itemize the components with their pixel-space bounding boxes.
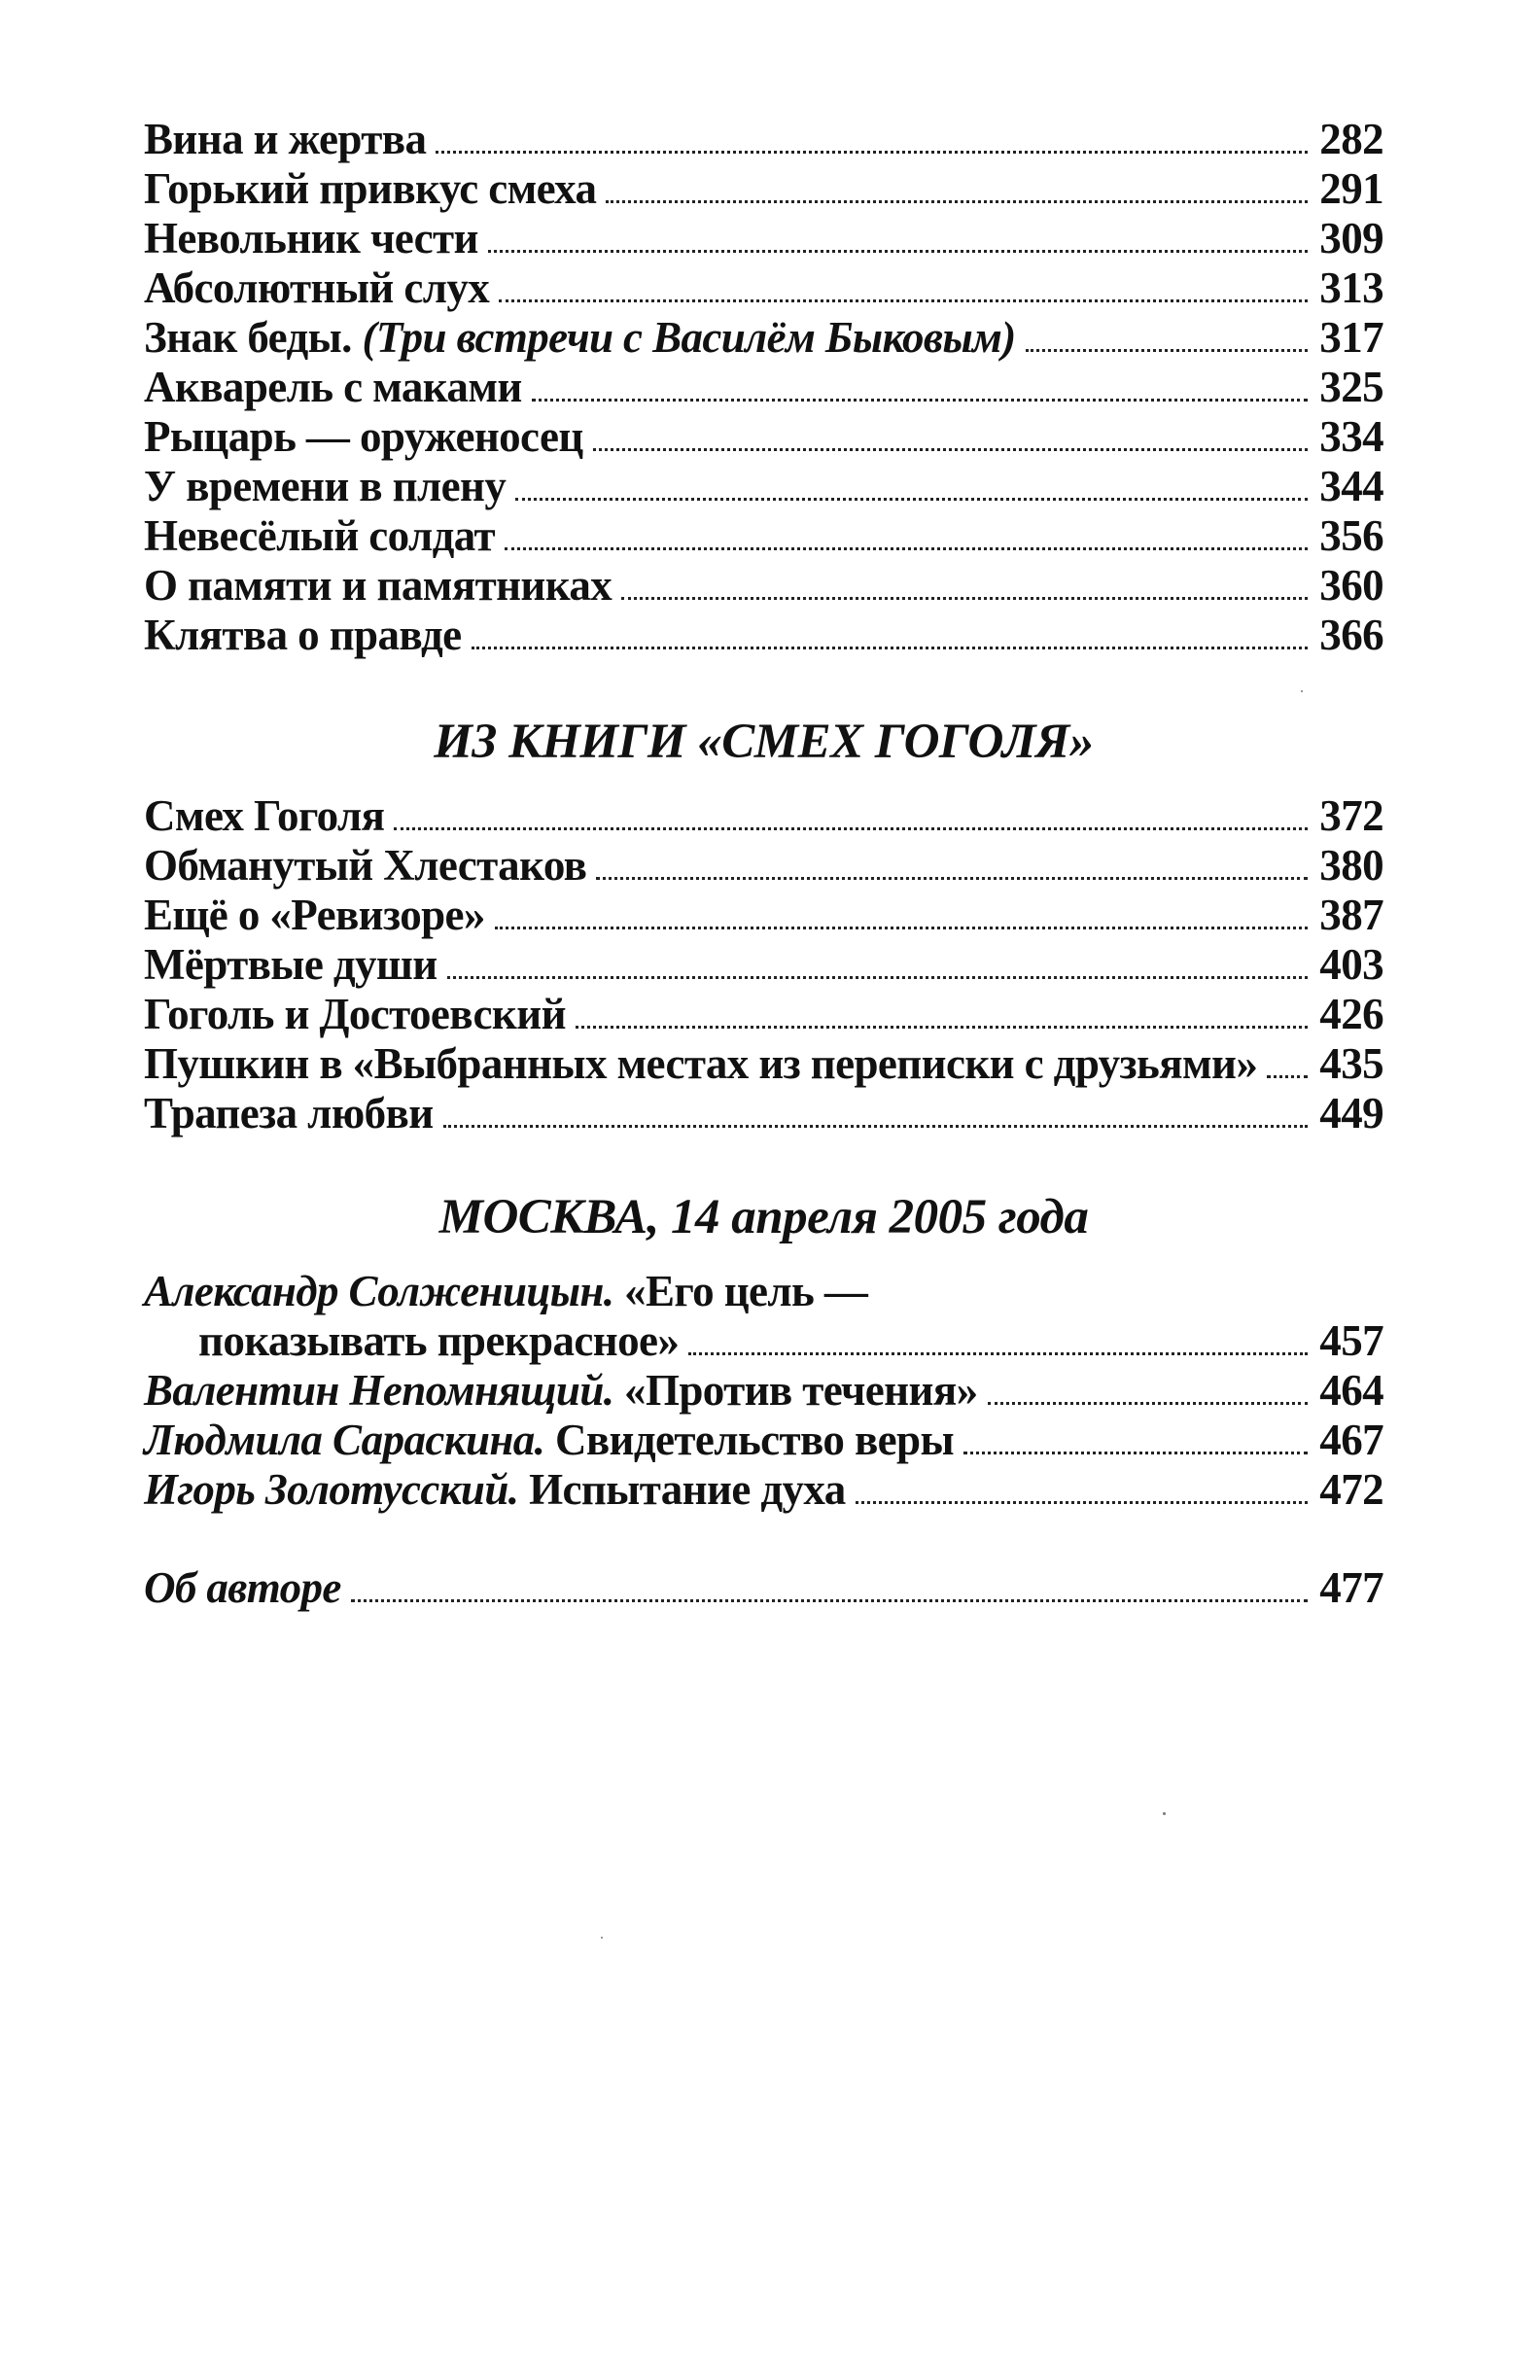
toc-entry xyxy=(144,263,1383,313)
toc-list-gogol xyxy=(144,791,1383,1138)
dot-leader xyxy=(1267,1075,1308,1078)
toc-entry-page: 472 xyxy=(1319,1465,1383,1514)
toc-entry-page: 387 xyxy=(1319,891,1383,939)
section-heading-gogol: ИЗ КНИГИ «СМЕХ ГОГОЛЯ» xyxy=(434,715,1094,769)
toc-entry-page: 403 xyxy=(1319,940,1383,989)
toc-entry xyxy=(144,940,1383,990)
dot-leader xyxy=(988,1402,1309,1405)
toc-entry-page: 360 xyxy=(1319,561,1383,610)
toc-entry xyxy=(144,1416,1383,1465)
dot-leader xyxy=(621,597,1308,600)
dot-leader xyxy=(576,1026,1308,1029)
toc-entry-page: 309 xyxy=(1319,214,1383,262)
toc-entry-page: 449 xyxy=(1319,1089,1383,1138)
toc-entry xyxy=(144,363,1383,412)
toc-entry-page: 457 xyxy=(1319,1316,1383,1365)
toc-entry xyxy=(144,1089,1383,1138)
about-author-label: Об авторе xyxy=(144,1563,341,1612)
dot-leader xyxy=(472,647,1308,649)
toc-entry-title: О памяти и памятниках xyxy=(144,561,612,610)
toc-entry xyxy=(144,462,1383,511)
toc-entry xyxy=(144,1465,1383,1515)
toc-entry xyxy=(144,313,1383,363)
toc-entry-first-line xyxy=(144,1267,1383,1316)
toc-entry-title: У времени в плену xyxy=(144,462,507,510)
dot-leader xyxy=(488,250,1308,253)
toc-entry-title: Горький привкус смеха xyxy=(144,164,597,213)
toc-entry-title: Гоголь и Достоевский xyxy=(144,990,566,1038)
scan-speck xyxy=(601,1937,603,1939)
spacer xyxy=(144,770,1383,791)
toc-entry-page: 325 xyxy=(1319,363,1383,411)
dot-leader xyxy=(351,1599,1308,1602)
toc-entry-page: 313 xyxy=(1319,263,1383,312)
toc-entry-page: 282 xyxy=(1319,115,1383,163)
toc-entry-title: Рыцарь — оруженосец xyxy=(144,412,583,461)
toc-page xyxy=(144,115,1383,1613)
toc-entry-title xyxy=(144,1416,963,1465)
scan-speck xyxy=(1163,1812,1166,1815)
toc-entry-page: 467 xyxy=(1319,1416,1383,1464)
toc-entry xyxy=(144,1366,1383,1416)
toc-entry-author: Валентин Непомнящий. xyxy=(144,1366,614,1415)
toc-list-moscow xyxy=(144,1267,1383,1515)
toc-entry-title: Клятва о правде xyxy=(144,611,462,659)
toc-entry-title: Трапеза любви xyxy=(144,1089,434,1138)
spacer xyxy=(144,1138,1383,1189)
toc-entry xyxy=(144,1039,1383,1089)
dot-leader xyxy=(532,399,1308,402)
toc-entry-author: Игорь Золотусский. xyxy=(144,1465,519,1514)
toc-entry-author: Александр Солженицын. xyxy=(144,1267,614,1315)
toc-list-part1 xyxy=(144,115,1383,660)
toc-entry-page: 380 xyxy=(1319,841,1383,890)
toc-entry-title-italic: (Три встречи с Василём Быковым) xyxy=(362,313,1016,362)
toc-entry xyxy=(144,164,1383,214)
toc-entry-page: 477 xyxy=(1319,1563,1383,1612)
dot-leader xyxy=(963,1452,1308,1454)
dot-leader xyxy=(1026,349,1308,352)
toc-entry-title: Мёртвые души xyxy=(144,940,438,989)
toc-entry-page: 435 xyxy=(1319,1039,1383,1088)
toc-entry-page: 344 xyxy=(1319,462,1383,510)
toc-entry-title-continued: показывать прекрасное» xyxy=(198,1316,680,1365)
toc-entry-work: Испытание духа xyxy=(518,1465,846,1514)
toc-entry-page: 334 xyxy=(1319,412,1383,461)
toc-entry-page: 464 xyxy=(1319,1366,1383,1415)
toc-entry-work: Свидетельство веры xyxy=(544,1416,955,1464)
toc-entry-page: 317 xyxy=(1319,313,1383,362)
toc-entry xyxy=(144,1316,1383,1366)
toc-entry-title: Вина и жертва xyxy=(144,115,427,163)
toc-entry-title: Невесёлый солдат xyxy=(144,511,496,560)
toc-entry xyxy=(144,561,1383,611)
toc-entry xyxy=(144,115,1383,164)
toc-entry-title xyxy=(144,1465,856,1515)
dot-leader xyxy=(499,299,1308,302)
toc-entry xyxy=(144,791,1383,841)
toc-entry-page: 291 xyxy=(1319,164,1383,213)
spacer xyxy=(144,660,1383,714)
dot-leader xyxy=(515,498,1308,501)
toc-entry-page: 372 xyxy=(1319,791,1383,840)
toc-entry-title: Ещё о «Ревизоре» xyxy=(144,891,485,939)
toc-entry xyxy=(144,214,1383,263)
dot-leader xyxy=(394,827,1308,830)
toc-entry-title xyxy=(144,1366,988,1416)
toc-entry xyxy=(144,891,1383,940)
toc-entry-title: Обманутый Хлестаков xyxy=(144,841,587,890)
dot-leader xyxy=(856,1501,1308,1504)
spacer xyxy=(144,1245,1383,1267)
section-heading-moscow: МОСКВА, 14 апреля 2005 года xyxy=(438,1190,1089,1244)
toc-entry-title: Акварель с маками xyxy=(144,363,522,411)
toc-entry xyxy=(144,841,1383,891)
toc-entry-title xyxy=(144,1563,351,1613)
dot-leader xyxy=(495,927,1308,929)
toc-entry-page: 426 xyxy=(1319,990,1383,1038)
toc-entry-title: Абсолютный слух xyxy=(144,263,490,312)
toc-entry-title: Смех Гоголя xyxy=(144,791,385,840)
dot-leader xyxy=(688,1352,1308,1355)
dot-leader xyxy=(447,976,1308,979)
toc-entry-title xyxy=(144,313,1026,363)
toc-entry-title-main: Знак беды. xyxy=(144,313,363,362)
toc-entry xyxy=(144,412,1383,462)
spacer xyxy=(144,1515,1383,1563)
toc-entry-title: Невольник чести xyxy=(144,214,478,262)
dot-leader xyxy=(596,877,1308,880)
toc-entry-title: Пушкин в «Выбранных местах из переписки с друзьями» xyxy=(144,1039,1258,1088)
scan-speck xyxy=(1301,690,1303,692)
dot-leader xyxy=(443,1125,1308,1128)
dot-leader xyxy=(593,448,1308,451)
dot-leader xyxy=(606,200,1308,203)
toc-entry-about-author xyxy=(144,1563,1383,1613)
toc-entry-author: Людмила Сараскина. xyxy=(144,1416,545,1464)
toc-entry-title: «Его цель — xyxy=(613,1267,868,1315)
toc-entry-page: 366 xyxy=(1319,611,1383,659)
toc-entry-work: «Против течения» xyxy=(613,1366,978,1415)
dot-leader xyxy=(436,151,1308,154)
toc-entry xyxy=(144,990,1383,1039)
toc-entry xyxy=(144,611,1383,660)
dot-leader xyxy=(505,547,1308,550)
toc-entry xyxy=(144,511,1383,561)
toc-entry-page: 356 xyxy=(1319,511,1383,560)
